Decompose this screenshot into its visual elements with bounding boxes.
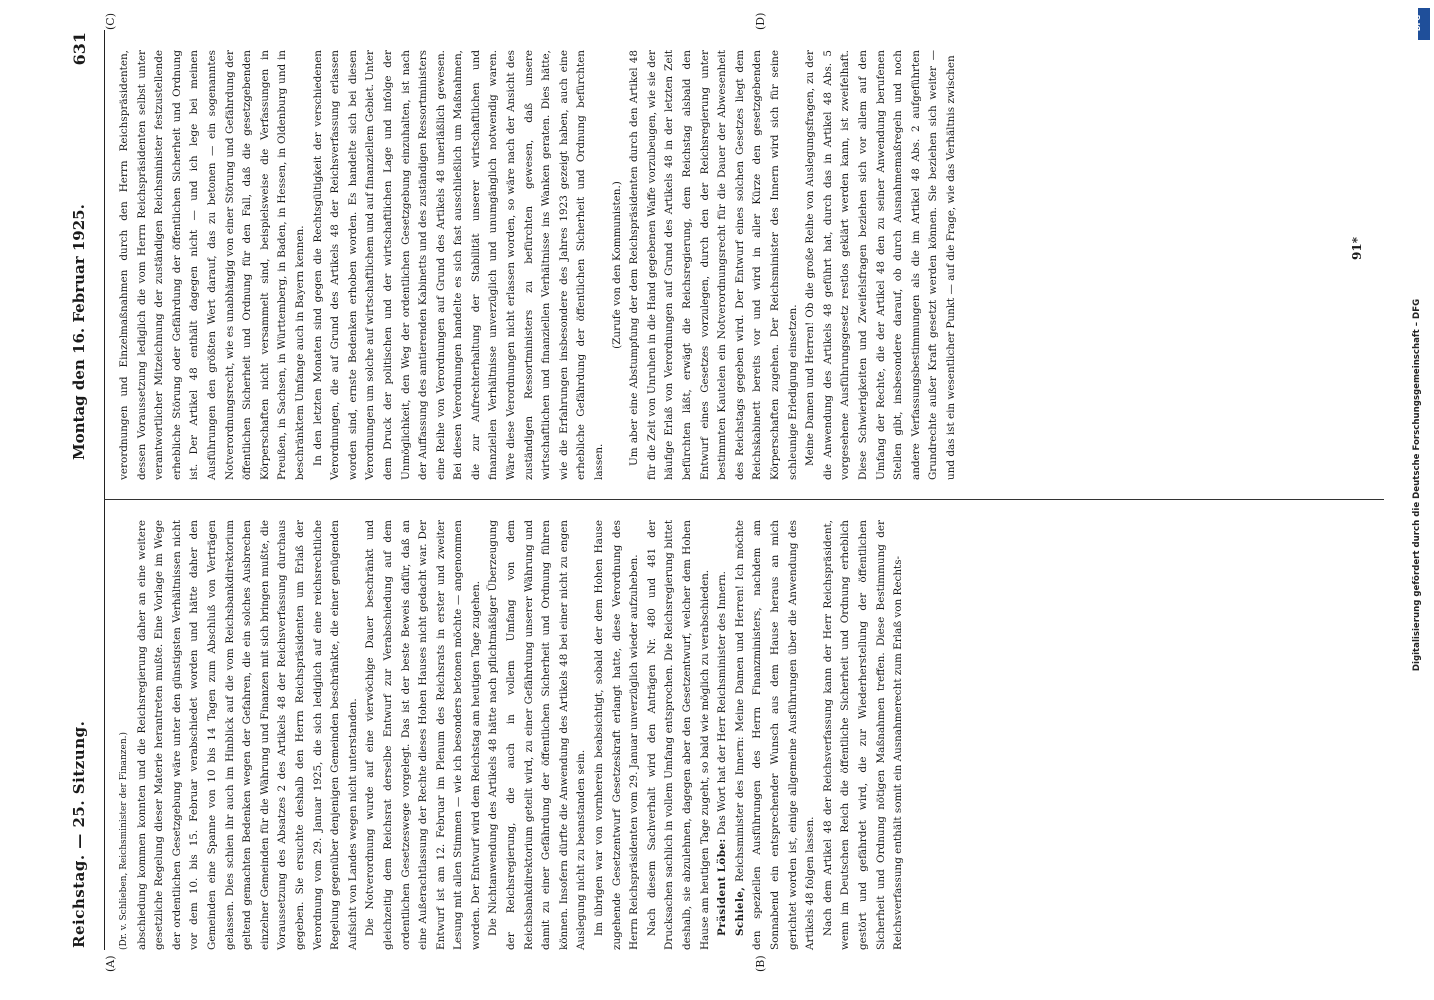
right-column — [116, 50, 961, 480]
speaker-text: Reichsminister des Innern: Meine Damen und Herren! Ich möchte den speziellen Ausführungen des Herrn Finanzministers, nachdem am Sonnabend ein entsprechender Wunsch aus dem Hause heraus an mich gerichtet worden ist, einige allgemeine Ausführungen über die Anwendung des Artikels 48 folgen lassen. — [733, 520, 817, 950]
dfg-logo — [1414, 8, 1430, 40]
paragraph: verordnungen und Einzelmaßnahmen durch den Herrn Reichspräsidenten, dessen Voraussetzung lediglich die vom Herrn Reichspräsidenten selbst unter verantwortlicher Mitzeichnung der zuständigen Reichsminister festzustellende erhebliche Störung oder Gefährdung der öffentlichen Sicherheit und Ordnung ist. Der Artikel 48 enthält dagegen nicht — und ich lege bei meinen Ausführungen den größten Wert darauf, das zu betonen — ein sogenanntes Notverordnungsrecht, wie es unabhängig von einer Störung und Gefährdung der öffentlichen Sicherheit und Ordnung für den Fall, daß die gesetzgebenden Körperschaften nicht versammelt sind, beispielsweise die Verfassungen in Preußen, in Sachsen, in Württemberg, in Baden, in Hessen, in Oldenburg und in beschränktem Umfange auch in Bayern kennen. — [118, 50, 306, 480]
margin-marker-a: (A) — [104, 955, 117, 972]
margin-marker-b: (B) — [754, 955, 767, 972]
dfg-logo-text: DFG — [1414, 14, 1423, 32]
margin-marker-c: (C) — [104, 13, 117, 30]
speaker-paragraph — [732, 520, 820, 950]
paragraph: Um aber eine Abstumpfung der dem Reichspräsidenten durch den Artikel 48 für die Zeit von Unruhen in die Hand gegebenen Waffe vorzubeugen, wie sie der häufige Erlaß von Verordnungen auf Grund des Artikels 48 in der letzten Zeit befürchten läßt, erwägt die Reichsregierung, dem Reichstag alsbald den Entwurf eines Gesetzes vorzulegen, durch den der Reichsregierung unter bestimmten Kautelen ein Notverordnungsrecht für die Dauer der Abwesenheit des Reichstags gegeben wird. Der Entwurf eines solchen Gesetzes liegt dem Reichskabinett bereits vor und wird in aller Kürze den gesetzgebenden Körperschaften zugehen. Der Reichsminister des Innern wird sich für seine schleunige Erledigung einsetzen. — [628, 50, 799, 480]
digitization-note-text: Digitalisierung gefördert durch die Deutsche Forschungsgemeinschaft – DFG — [1412, 298, 1422, 672]
paragraph: Nach dem Artikel 48 der Reichsverfassung kann der Herr Reichspräsident, wenn im Deutschen Reich die öffentliche Sicherheit und Ordnung erheblich gestört und gefährdet wird, die zur Wiederherstellung der öffentlichen Sicherheit und Ordnung nötigen Maßnahmen treffen. Diese Bestimmung der Reichsverfassung enthält somit ein Ausnahmerecht zum Erlaß von Rechts- — [821, 520, 905, 950]
document-page — [64, 12, 1398, 972]
margin-marker-d: (D) — [754, 12, 767, 30]
paragraph: Im übrigen war von vornherein beabsichtigt, sobald der dem Hohen Hause zugehende Gesetzentwurf Gesetzeskraft erlangt hatte, diese Verordnung des Herrn Reichspräsidenten vom 29. Januar unverzüglich wieder aufzuheben. — [593, 520, 641, 950]
running-head-date: Montag den 16. Februar 1925. — [70, 204, 88, 460]
session-title: Reichstag. — 25. Sitzung. — [70, 720, 88, 948]
page-number: 631 — [70, 32, 89, 66]
speaker-paragraph — [714, 520, 732, 950]
paragraph: Nach diesem Sachverhalt wird den Anträgen Nr. 480 und 481 der Drucksachen sachlich in vollem Umfang entsprochen. Die Reichsregierung bittet deshalb, sie abzulehnen, dagegen aber den Gesetzentwurf, welcher dem Hohen Hause am heutigen Tage zugeht, so bald wie möglich zu verabschieden. — [645, 520, 711, 950]
digitization-note — [1397, 10, 1434, 990]
paragraph: Die Nichtanwendung des Artikels 48 hätte nach pflichtmäßiger Überzeugung der Reichsregierung, die auch in vollem Umfang von dem Reichsbankdirektorium geteilt wird, zu einer Gefährdung unserer Währung und damit zu einer Gefährdung der öffentlichen Sicherheit und Ordnung führen können. Insofern dürfte die Anwendung des Artikels 48 bei einer nicht zu engen Auslegung nicht zu beanstanden sein. — [487, 520, 588, 950]
column-divider — [104, 499, 1384, 500]
speaker-text: Das Wort hat der Herr Reichsminister des Innern. — [716, 571, 729, 836]
signature-mark: 91* — [1350, 237, 1364, 260]
paragraph: abschiedung kommen konnten und die Reichsregierung daher an eine weitere gesetzliche Regelung dieser Materie herantreten mußte. Eine Vorlage im Wege der ordentlichen Gesetzgebung wäre unter den günstigsten Verhältnissen nicht vor dem 10. bis 15. Februar verabschiedet worden und hätte daher den Gemeinden eine Spanne von 10 bis 14 Tagen zum Abschluß von Verträgen gelassen. Dies schien ihr auch im Hinblick auf die vom Reichsbankdirektorium geltend gemachten Bedenken wegen der Gefahren, die ein solches Ausbrechen einzelner Gemeinden für die Währung und Finanzen mit sich bringen mußte, die Voraussetzung des Absatzes 2 des Artikels 48 der Reichsverfassung durchaus gegeben. Sie ersuchte deshalb den Herrn Reichspräsidenten um Erlaß der Verordnung vom 29. Januar 1925, die sich lediglich auf eine reichsrechtliche Regelung gegenüber denjenigen Gemeinden beschränkte, die einer genügenden Aufsicht von Landes wegen nicht unterstanden. — [135, 520, 359, 950]
left-column — [116, 520, 908, 950]
paragraph: Die Notverordnung wurde auf eine vierwöchige Dauer beschränkt und gleichzeitig dem Reichsrat derselbe Entwurf zur Verabschiedung auf dem ordentlichen Gesetzeswege vorgelegt. Das ist der beste Beweis dafür, daß an eine Außerachtlassung der Rechte dieses Hohen Hauses nicht gedacht war. Der Entwurf ist am 12. Februar im Plenum des Reichsrats in erster und zweiter Lesung mit allen Stimmen — wie ich besonders betonen möchte — angenommen worden. Der Entwurf wird dem Reichstag am heutigen Tage zugehen. — [364, 520, 482, 950]
speaker-name: Präsident Löbe: — [716, 838, 729, 936]
paragraph: In den letzten Monaten sind gegen die Rechtsgültigkeit der verschiedenen Verordnungen, die auf Grund des Artikels 48 der Reichsverfassung erlassen worden sind, ernste Bedenken erhoben worden. Es handelte sich bei diesen Verordnungen um solche auf wirtschaftlichem und auf finanziellem Gebiet. Unter dem Druck der politischen und der wirtschaftlichen Lage und infolge der Unmöglichkeit, den Weg der ordentlichen Gesetzgebung einzuhalten, ist nach der Auffassung des amtierenden Kabinetts und des zuständigen Ressortministers eine Reihe von Verordnungen auf Grund des Artikels 48 unerläßlich gewesen. Bei diesen Verordnungen handelte es sich fast ausschließlich um Maßnahmen, die zur Aufrechterhaltung der Stabilität unserer wirtschaftlichen und finanziellen Verhältnisse unverzüglich und unumgänglich notwendig waren. Wäre diese Verordnungen nicht erlassen worden, so wäre nach der Ansicht des zuständigen Ressortministers zu befürchten gewesen, daß unsere wirtschaftlichen und finanziellen Verhältnisse ins Wanken geraten. Dies hätte, wie die Erfahrungen insbesondere des Jahres 1923 gezeigt haben, auch eine erhebliche Gefährdung der öffentlichen Sicherheit und Ordnung befürchten lassen. — [311, 50, 606, 480]
speaker-name: Schiele, — [733, 886, 746, 936]
running-head-left — [70, 721, 88, 948]
speaker-context: (Dr. v. Schlieben, Reichsminister der Finanzen.) — [119, 731, 129, 950]
interjection: (Zurufe von den Kommunisten.) — [610, 181, 623, 349]
page-header — [64, 30, 105, 950]
paragraph: Meine Damen und Herren! Ob die große Reihe von Auslegungsfragen, zu der die Anwendung des Artikels 48 geführt hat, durch das in Artikel 48 Abs. 5 vorgesehene Ausführungsgesetz restlos geklärt werden kann, ist zweifelhaft. Diese Schwierigkeiten und Zweifelsfragen beziehen sich vor allem auf den Umfang der Rechte, die der Artikel 48 den zu seiner Anwendung berufenen Stellen gibt, insbesondere darauf, ob durch Ausnahmemaßregeln und noch andere Verfassungsbestimmungen als die im Artikel 48 Abs. 2 aufgeführten Grundrechte außer Kraft gesetzt werden können. Sie beziehen sich weiter — und das ist ein wesentlicher Punkt — auf die Frage, wie das Verhältnis zwischen — [804, 50, 957, 480]
